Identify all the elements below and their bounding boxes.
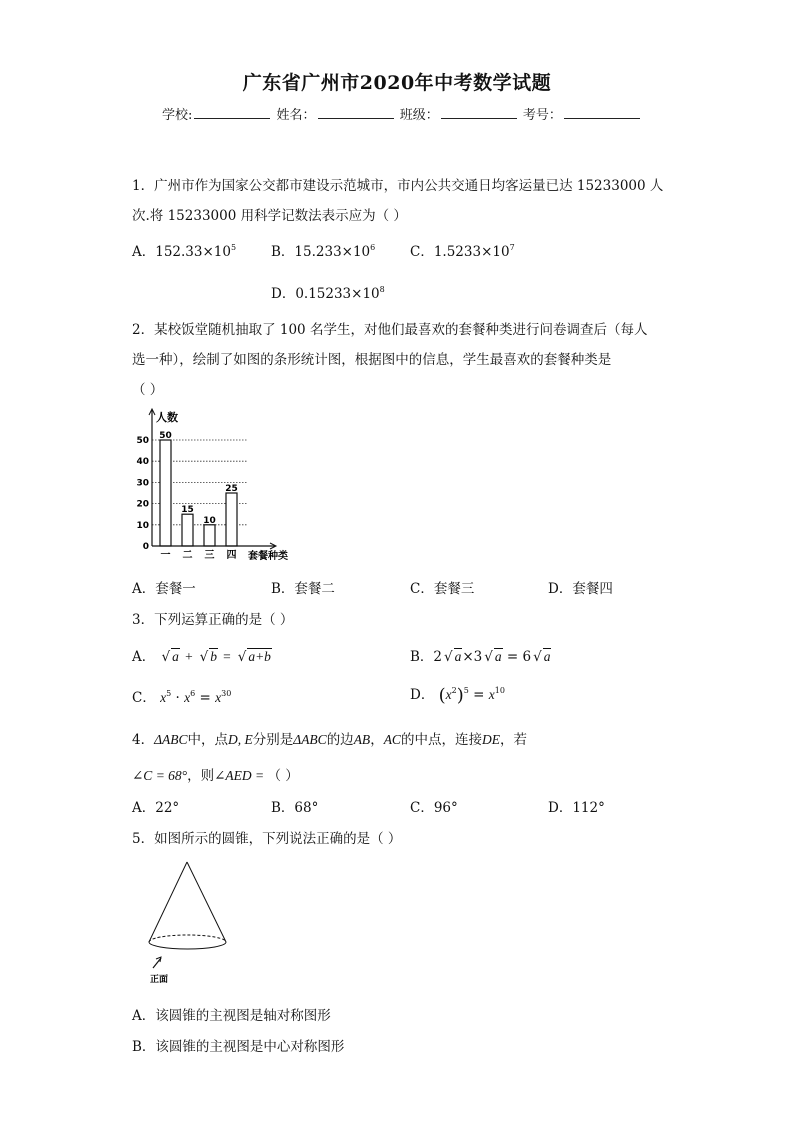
front-arrow-icon xyxy=(153,958,161,968)
equals-sign: = xyxy=(473,687,485,703)
sqrt-icon: √ xyxy=(484,649,493,665)
equals-sign: = xyxy=(199,690,211,706)
class-label: 班级： xyxy=(399,108,439,123)
q1-option-c-exp: 7 xyxy=(509,243,515,252)
q3-a-radicand-b: b xyxy=(210,649,217,664)
q3-b-coef1: 2 xyxy=(433,649,443,665)
q3-b-radicand1: a xyxy=(454,649,462,664)
q1-line2: 次.将 15233000 用科学记数法表示应为（ ） xyxy=(132,208,407,224)
equals-sign: = xyxy=(222,649,232,664)
number-label: 考号： xyxy=(522,108,562,123)
page-title: 广东省广州市2020年中考数学试题 xyxy=(242,72,552,94)
q3-stem: 3．下列运算正确的是（ ） xyxy=(132,612,294,628)
bar-value-label: 50 xyxy=(159,431,172,441)
y-tick-label: 30 xyxy=(136,478,149,489)
q5-option-a[interactable]: A．该圆锥的主视图是轴对称图形 xyxy=(132,1008,331,1024)
y-tick-label: 10 xyxy=(136,520,149,531)
q3-option-c-label: C． xyxy=(132,690,156,706)
q4-side-ac: AC xyxy=(383,732,401,747)
y-tick-label: 0 xyxy=(142,542,149,552)
q2-option-b[interactable]: B．套餐二 xyxy=(271,581,335,597)
q3-c-base3: x xyxy=(215,690,222,705)
dot-operator: · xyxy=(175,690,180,706)
y-axis-label: 人数 xyxy=(156,411,178,424)
x-axis-label: 套餐种类 xyxy=(248,551,288,562)
q3-c-base1: x xyxy=(160,690,167,705)
q4-line1 xyxy=(132,728,527,748)
q4-text-g: ，若 xyxy=(499,732,527,748)
number-blank[interactable] xyxy=(564,106,640,119)
sqrt-icon: √ xyxy=(161,649,171,665)
q4-line2 xyxy=(132,764,299,784)
q4-blank: （ ） xyxy=(267,768,299,784)
q1-option-a-text: A．152.33×10 xyxy=(132,244,231,260)
left-paren: ( xyxy=(438,685,446,706)
q4-points-de: D, E xyxy=(228,732,253,747)
q2-line3: （ ） xyxy=(132,382,164,398)
q2-line2: 选一种），绘制了如图的条形统计图，根据图中的信息，学生最喜欢的套餐种类是 xyxy=(132,352,612,368)
q3-option-b-label: B． xyxy=(410,649,434,665)
q4-text-d: 的边 xyxy=(326,732,354,748)
q4-angle-c: ∠C = 68° xyxy=(132,768,188,783)
bar-value-label: 25 xyxy=(225,484,238,494)
cone-right-edge xyxy=(187,862,226,942)
bar-value-label: 10 xyxy=(203,515,216,526)
front-label: 正面 xyxy=(150,975,169,985)
q2-option-a[interactable]: A．套餐一 xyxy=(132,581,196,597)
q1-option-b-exp: 6 xyxy=(370,243,376,252)
q4-text-e: ， xyxy=(370,732,384,748)
q2-option-c[interactable]: C．套餐三 xyxy=(410,581,475,597)
q1-option-b[interactable] xyxy=(271,240,375,260)
q4-number: 4． xyxy=(132,732,155,748)
q3-c-exp1: 5 xyxy=(166,689,172,698)
q1-option-a[interactable] xyxy=(132,240,236,260)
q3-c-exp2: 6 xyxy=(190,689,196,698)
q3-c-exp3: 30 xyxy=(221,689,232,698)
class-blank[interactable] xyxy=(441,106,517,119)
q1-option-d-exp: 8 xyxy=(379,285,385,294)
q3-option-a-label: A． xyxy=(132,649,156,665)
q4-triangle: ΔABC xyxy=(154,732,188,747)
x-tick-label: 二 xyxy=(182,550,193,561)
bar-chart xyxy=(130,406,310,564)
q4-option-a[interactable]: A．22° xyxy=(132,800,180,816)
student-info-line xyxy=(162,104,642,123)
q4-option-b[interactable]: B．68° xyxy=(271,800,319,816)
q1-option-c-text: C．1.5233×10 xyxy=(410,244,510,260)
q4-text-c: 分别是 xyxy=(252,732,294,748)
q1-line1: 1．广州市作为国家公交都市建设示范城市，市内公共交通日均客运量已达 15233000 人 xyxy=(132,178,664,194)
bar-value-label: 15 xyxy=(181,505,194,516)
x-tick-label: 一 xyxy=(160,550,171,561)
q3-option-c[interactable] xyxy=(132,686,231,706)
q5-stem: 5．如图所示的圆锥，下列说法正确的是（ ） xyxy=(132,831,402,847)
q2-line1: 2．某校饭堂随机抽取了 100 名学生，对他们最喜欢的套餐种类进行问卷调查后（每人 xyxy=(132,322,648,338)
bar-2 xyxy=(182,514,193,546)
name-label: 姓名： xyxy=(276,108,316,123)
q3-a-radicand-a: a xyxy=(172,649,179,664)
x-tick-label: 三 xyxy=(204,550,215,561)
q3-d-exp3: 10 xyxy=(494,686,505,695)
sqrt-icon: √ xyxy=(444,649,453,665)
q1-option-a-exp: 5 xyxy=(230,243,237,252)
q3-c-base2: x xyxy=(184,690,191,705)
y-tick-label: 40 xyxy=(136,457,149,468)
q3-option-d[interactable] xyxy=(410,683,505,706)
school-blank[interactable] xyxy=(194,106,270,119)
q4-option-c[interactable]: C．96° xyxy=(410,800,458,816)
q2-option-d[interactable]: D．套餐四 xyxy=(548,581,613,597)
right-paren: ) xyxy=(456,685,464,706)
sqrt-icon: √ xyxy=(533,649,542,665)
sqrt-icon: √ xyxy=(199,649,209,665)
cone-left-edge xyxy=(149,862,187,942)
bar-3 xyxy=(204,525,215,546)
q4-side-ab: AB xyxy=(353,732,371,747)
q3-b-coef2: ×3 xyxy=(462,649,483,665)
q4-segment-de: DE xyxy=(481,732,500,747)
q3-d-base2: x xyxy=(488,687,495,702)
q1-option-d[interactable] xyxy=(271,282,385,302)
q4-option-d[interactable]: D．112° xyxy=(548,800,605,816)
q3-d-exp1: 2 xyxy=(451,686,457,695)
q3-b-radicand2: a xyxy=(494,649,502,664)
q3-b-radicand3: a xyxy=(543,649,551,664)
q3-d-exp2: 5 xyxy=(463,686,469,695)
cone-base-front xyxy=(149,942,226,949)
name-blank[interactable] xyxy=(318,106,394,119)
q3-option-d-label: D． xyxy=(410,687,435,703)
q3-option-b[interactable] xyxy=(410,645,551,665)
q3-option-a[interactable] xyxy=(132,645,272,665)
bar-1 xyxy=(160,440,171,546)
q4-text-mid: ，则 xyxy=(187,768,215,784)
q4-angle-aed: ∠AED = xyxy=(214,768,268,783)
q4-text-b: 中，点 xyxy=(187,732,229,748)
plus-sign: + xyxy=(184,649,194,664)
bar-4 xyxy=(226,493,237,546)
q4-triangle-2: ΔABC xyxy=(293,732,327,747)
q1-option-d-text: D．0.15233×10 xyxy=(271,286,380,302)
q3-d-base1: x xyxy=(445,687,452,702)
q3-a-radicand-ab: a+b xyxy=(248,649,271,664)
y-tick-label: 20 xyxy=(136,499,149,510)
q1-option-b-text: B．15.233×10 xyxy=(271,244,371,260)
q1-option-c[interactable] xyxy=(410,240,515,260)
cone-base-back xyxy=(149,935,226,942)
school-label: 学校: xyxy=(162,108,193,123)
x-tick-label: 四 xyxy=(226,550,237,561)
cone-figure xyxy=(140,856,260,988)
q4-text-f: 的中点，连接 xyxy=(400,732,482,748)
sqrt-icon: √ xyxy=(237,649,247,665)
q5-option-b[interactable]: B．该圆锥的主视图是中心对称图形 xyxy=(132,1039,345,1055)
q3-b-result: = 6 xyxy=(502,649,532,665)
y-tick-label: 50 xyxy=(136,436,149,446)
